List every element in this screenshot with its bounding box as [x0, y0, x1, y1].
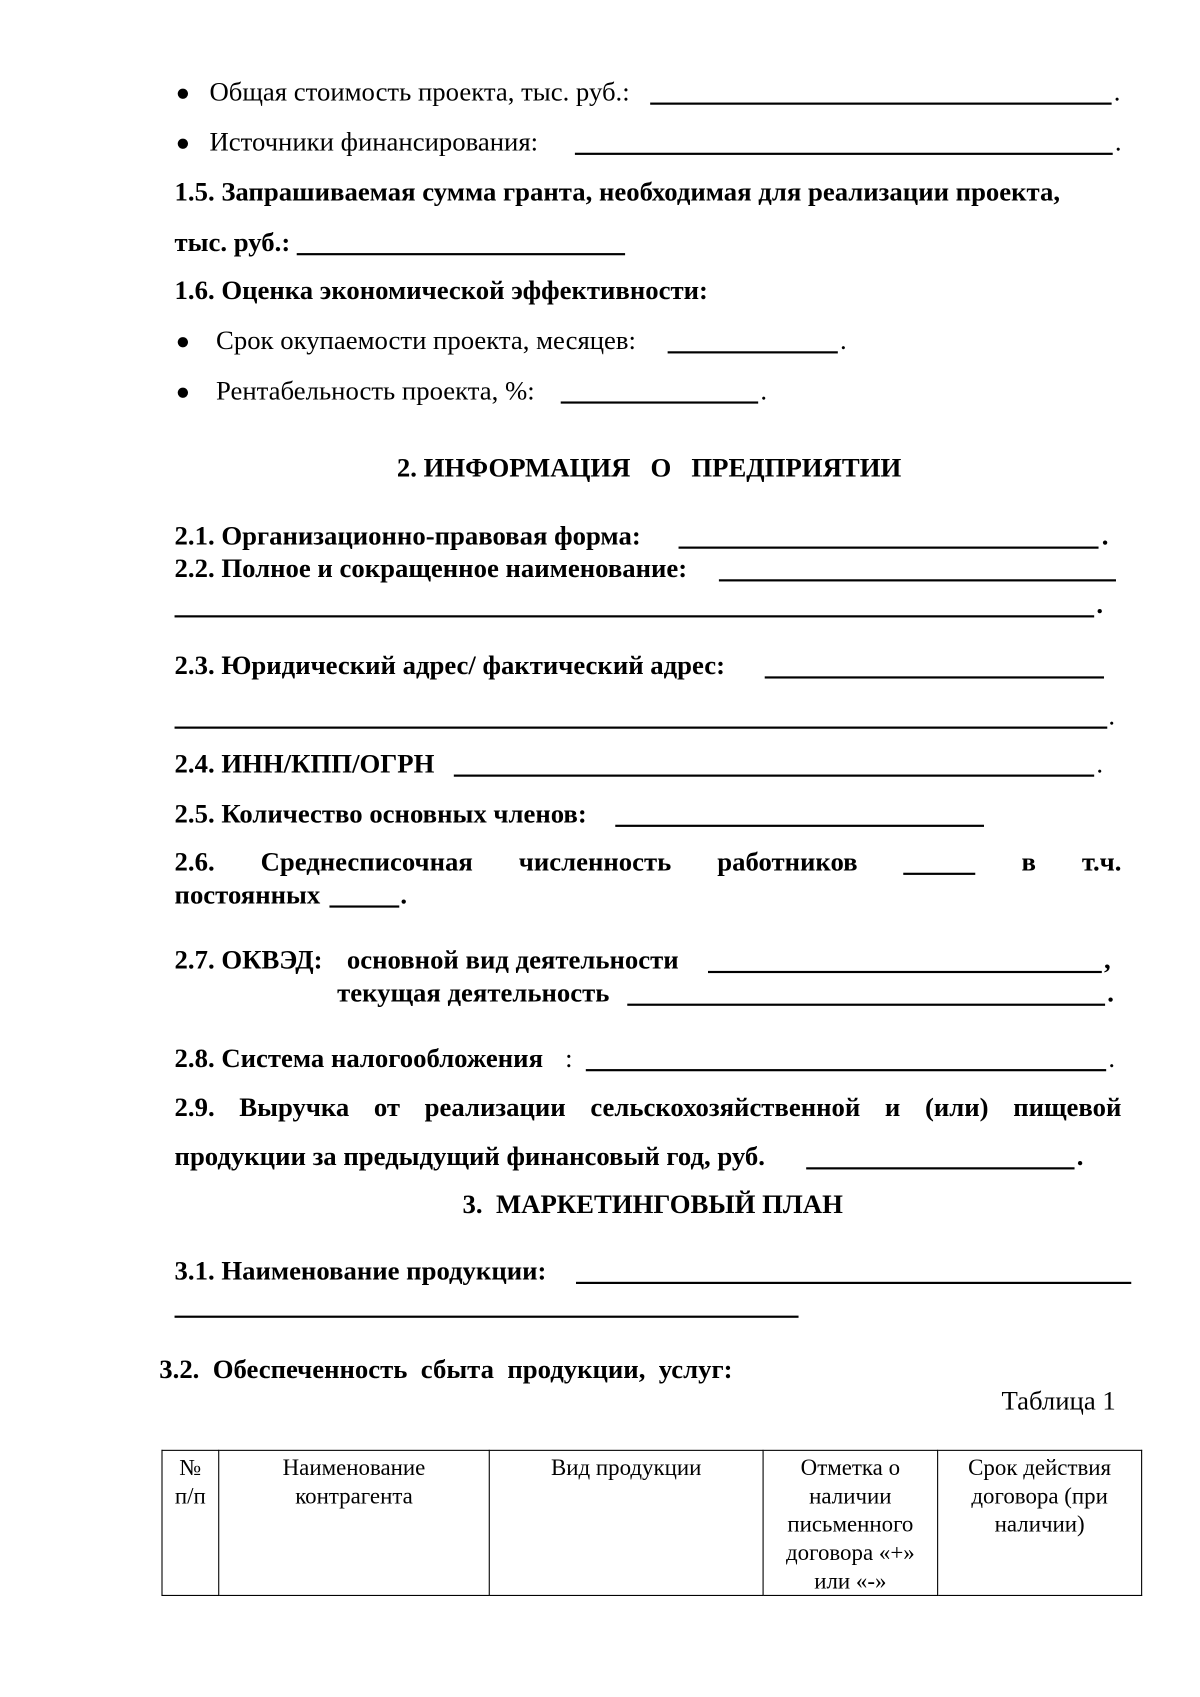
product-name-field-line2[interactable]: [175, 1316, 799, 1318]
okved-current-label: текущая деятельность: [337, 978, 610, 1008]
section-2-heading: 2. ИНФОРМАЦИЯ О ПРЕДПРИЯТИИ: [396, 453, 902, 484]
item-2-9-line1: [175, 1092, 1122, 1125]
total-cost-field[interactable]: [650, 103, 1111, 105]
payback-label: Срок окупаемости проекта, месяцев:: [215, 326, 636, 356]
revenue-field[interactable]: [806, 1167, 1074, 1169]
item-2-2-label: 2.2. Полное и сокращенное наименование:: [174, 554, 688, 584]
bullet-dot-icon: ●: [175, 327, 191, 355]
item-2-7-label: 2.7. ОКВЭД:: [174, 945, 323, 976]
column-header-contract-mark: Отметка о наличии письменного договора «+» или «-»: [763, 1450, 938, 1595]
address-field-line1[interactable]: [765, 676, 1104, 678]
funding-sources-field[interactable]: [575, 153, 1113, 155]
full-name-field-line2[interactable]: [175, 615, 1095, 617]
item-2-6-line1: [175, 847, 1122, 880]
table-header-row: [162, 1450, 1142, 1595]
grant-amount-field[interactable]: [297, 253, 625, 255]
bullet-dot-icon: ●: [175, 128, 191, 156]
item-2-9-word: реализации: [424, 1093, 566, 1123]
bullet-dot-icon: ●: [175, 78, 191, 106]
item-1-5-line2: тыс. руб.:: [174, 227, 291, 258]
item-2-9-word: 2.9.: [174, 1093, 215, 1123]
item-2-6-word: Среднесписочная: [260, 847, 473, 878]
period: .: [1107, 978, 1114, 1008]
members-count-field[interactable]: [615, 825, 984, 827]
tax-system-field[interactable]: [586, 1069, 1106, 1071]
funding-sources-label: Источники финансирования:: [209, 127, 539, 158]
column-header-product-type: Вид продукции: [489, 1450, 763, 1595]
item-2-1-label: 2.1. Организационно-правовая форма:: [174, 521, 641, 551]
okved-main-label: основной вид деятельности: [346, 945, 679, 976]
sales-table: [161, 1450, 1142, 1596]
table-caption: Таблица 1: [1001, 1386, 1116, 1416]
product-name-field-line1[interactable]: [576, 1282, 1131, 1284]
item-2-6-line2: постоянных: [174, 880, 321, 910]
okved-main-field[interactable]: [708, 971, 1102, 973]
item-3-2-heading: 3.2. Обеспеченность сбыта продукции, услуг:: [159, 1354, 733, 1385]
item-2-4-label: 2.4. ИНН/КПП/ОГРН: [174, 749, 435, 779]
legal-form-field[interactable]: [679, 547, 1099, 549]
full-name-field-line1[interactable]: [719, 579, 1116, 581]
profitability-field[interactable]: [561, 401, 758, 403]
column-header-number: № п/п: [162, 1450, 219, 1595]
item-2-9-word: (или): [924, 1093, 989, 1123]
item-2-9-word: пищевой: [1013, 1093, 1122, 1123]
period: .: [1096, 749, 1104, 779]
item-2-9-word: сельскохозяйственной: [590, 1093, 861, 1123]
item-1-5-line1: 1.5. Запрашиваемая сумма гранта, необходимая для реализации проекта,: [174, 177, 1061, 208]
inn-kpp-ogrn-field[interactable]: [454, 775, 1094, 777]
total-cost-label: Общая стоимость проекта, тыс. руб.:: [209, 77, 630, 107]
payback-field[interactable]: [668, 351, 838, 353]
period: .: [839, 326, 847, 356]
period: .: [1101, 521, 1109, 551]
okved-current-field[interactable]: [627, 1004, 1105, 1006]
item-2-8-label: 2.8. Система налогообложения: [174, 1043, 544, 1074]
period: .: [1076, 1142, 1084, 1172]
employees-count-field[interactable]: [904, 847, 976, 875]
column-header-contract-term: Срок действия договора (при наличии): [938, 1450, 1142, 1595]
period: .: [1108, 701, 1116, 731]
item-2-9-word: от: [373, 1093, 401, 1123]
item-2-9-word: и: [884, 1093, 901, 1123]
item-2-6-word: в: [1021, 847, 1036, 878]
item-2-6-word: т.ч.: [1081, 847, 1122, 878]
item-2-6-word: численность: [518, 847, 672, 878]
item-2-3-label: 2.3. Юридический адрес/ фактический адрес:: [174, 651, 726, 681]
item-2-6-word: работников: [717, 847, 858, 878]
period: .: [1113, 77, 1121, 107]
item-2-6-word: 2.6.: [174, 847, 215, 878]
bullet-dot-icon: ●: [175, 377, 191, 405]
item-1-6-heading: 1.6. Оценка экономической эффективности:: [174, 275, 708, 306]
address-field-line2[interactable]: [175, 727, 1108, 729]
item-2-9-word: Выручка: [239, 1093, 350, 1123]
period: .: [1108, 1043, 1116, 1074]
column-header-counterparty: Наименование контрагента: [219, 1450, 490, 1595]
period: .: [1114, 127, 1122, 158]
comma: ,: [1103, 945, 1111, 976]
period: .: [760, 376, 768, 406]
item-2-9-line2: продукции за предыдущий финансовый год, руб.: [174, 1142, 765, 1172]
item-2-5-label: 2.5. Количество основных членов:: [174, 799, 587, 830]
profitability-label: Рентабельность проекта, %:: [215, 376, 535, 406]
period: .: [400, 880, 408, 910]
permanent-staff-field[interactable]: [329, 905, 399, 907]
colon: :: [565, 1043, 573, 1074]
section-3-heading: 3. МАРКЕТИНГОВЫЙ ПЛАН: [462, 1190, 843, 1220]
item-3-1-label: 3.1. Наименование продукции:: [174, 1256, 547, 1287]
period: .: [1096, 590, 1104, 620]
